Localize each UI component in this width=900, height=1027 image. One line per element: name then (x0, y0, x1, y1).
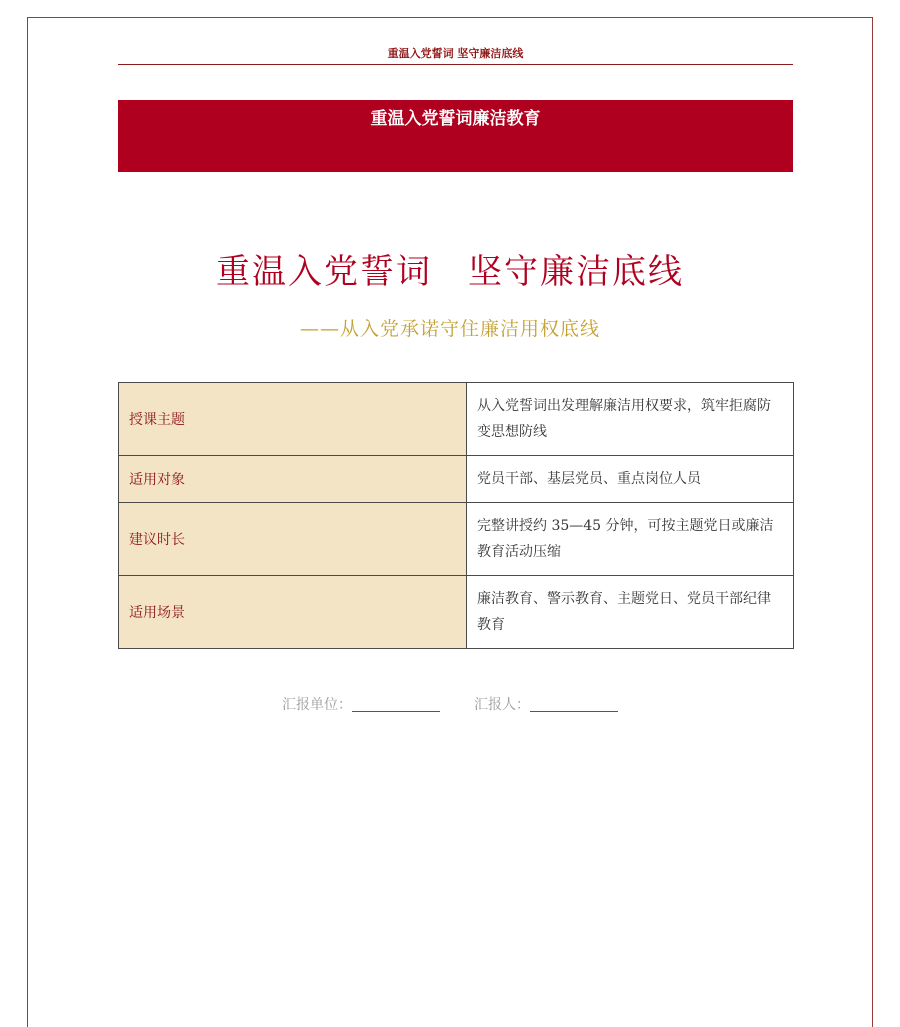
row-value: 完整讲授约 35—45 分钟，可按主题党日或廉洁教育活动压缩 (467, 503, 794, 576)
signature-line (28, 694, 872, 714)
main-title: 重温入党誓词 坚守廉洁底线 (216, 252, 684, 292)
unit-label: 汇报单位： (282, 697, 352, 713)
row-value: 党员干部、基层党员、重点岗位人员 (467, 456, 794, 503)
course-info-table (118, 382, 794, 649)
row-label: 授课主题 (119, 383, 467, 456)
document-page (27, 17, 873, 1027)
row-value: 廉洁教育、警示教育、主题党日、党员干部纪律教育 (467, 576, 794, 649)
table-row (119, 576, 794, 649)
row-value: 从入党誓词出发理解廉洁用权要求，筑牢拒腐防变思想防线 (467, 383, 794, 456)
person-blank (530, 697, 618, 712)
row-label: 建议时长 (119, 503, 467, 576)
running-header: 重温入党誓词 坚守廉洁底线 (387, 47, 524, 60)
title-banner (118, 100, 793, 172)
table-row (119, 456, 794, 503)
row-label: 适用对象 (119, 456, 467, 503)
subtitle: ——从入党承诺守住廉洁用权底线 (299, 318, 600, 340)
unit-blank (352, 697, 440, 712)
banner-title: 重温入党誓词廉洁教育 (370, 109, 541, 129)
table-row (119, 503, 794, 576)
header-rule (118, 64, 793, 65)
table-row (119, 383, 794, 456)
person-label: 汇报人： (474, 697, 530, 713)
row-label: 适用场景 (119, 576, 467, 649)
